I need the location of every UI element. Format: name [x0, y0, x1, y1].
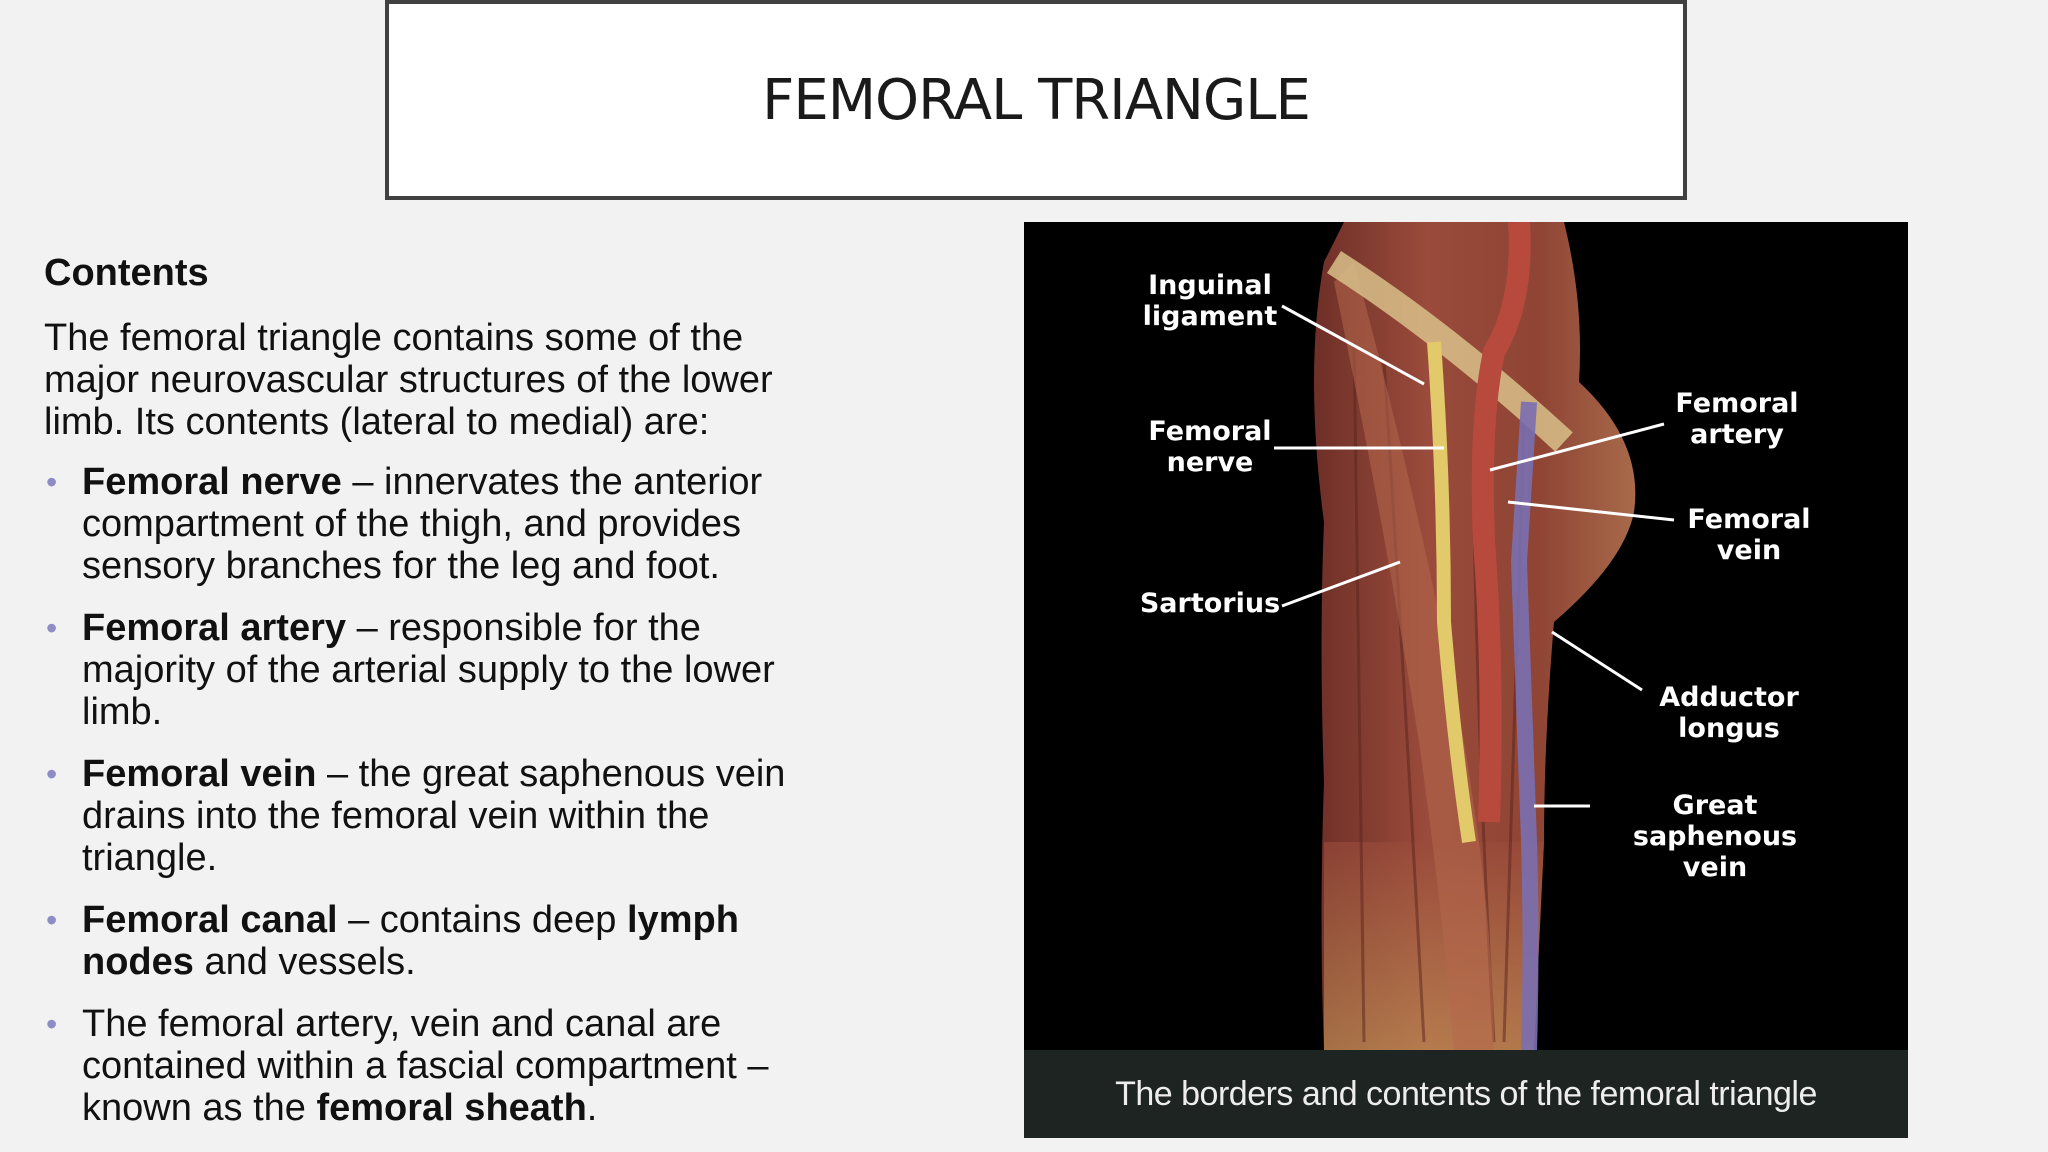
label-femoral-nerve: Femoral nerve	[1148, 416, 1272, 478]
label-femoral-vein: Femoral vein	[1687, 504, 1811, 566]
anatomy-figure	[1024, 222, 1908, 1138]
contents-heading: Contents	[44, 252, 209, 294]
label-femoral-artery: Femoral artery	[1675, 388, 1799, 450]
contents-intro: The femoral triangle contains some of the major neurovascular structures of the lower limb. Its contents (lateral to medial) are:	[44, 317, 773, 443]
contents-section	[44, 252, 814, 1149]
list-item-femoral-nerve: • Femoral nerve – innervates the anterior compartment of the thigh, and provides sensory branches for the leg and foot.	[44, 461, 814, 587]
label-inguinal-ligament: Inguinal ligament	[1142, 270, 1278, 332]
figure-caption: The borders and contents of the femoral triangle	[1115, 1074, 1817, 1113]
list-item-femoral-artery: • Femoral artery – responsible for the majority of the arterial supply to the lower limb.	[44, 607, 814, 733]
list-item-femoral-vein: • Femoral vein – the great saphenous vein drains into the femoral vein within the triangle.	[44, 753, 814, 879]
title-box	[385, 0, 1687, 200]
thigh-lower-tone	[1324, 842, 1544, 1050]
contents-list	[44, 461, 814, 1129]
thigh-dissection-illustration	[1024, 222, 1908, 1138]
list-item-femoral-sheath: • The femoral artery, vein and canal are contained within a fascial compartment – known as the femoral sheath.	[44, 1003, 814, 1129]
page-title: FEMORAL TRIANGLE	[762, 67, 1310, 133]
label-adductor-longus: Adductor longus	[1659, 682, 1799, 744]
figure-caption-bar	[1024, 1050, 1908, 1138]
list-item-femoral-canal: • Femoral canal – contains deep lymph nodes and vessels.	[44, 899, 814, 983]
label-sartorius: Sartorius	[1139, 588, 1281, 619]
label-great-saphenous-vein: Great saphenous vein	[1632, 790, 1798, 883]
